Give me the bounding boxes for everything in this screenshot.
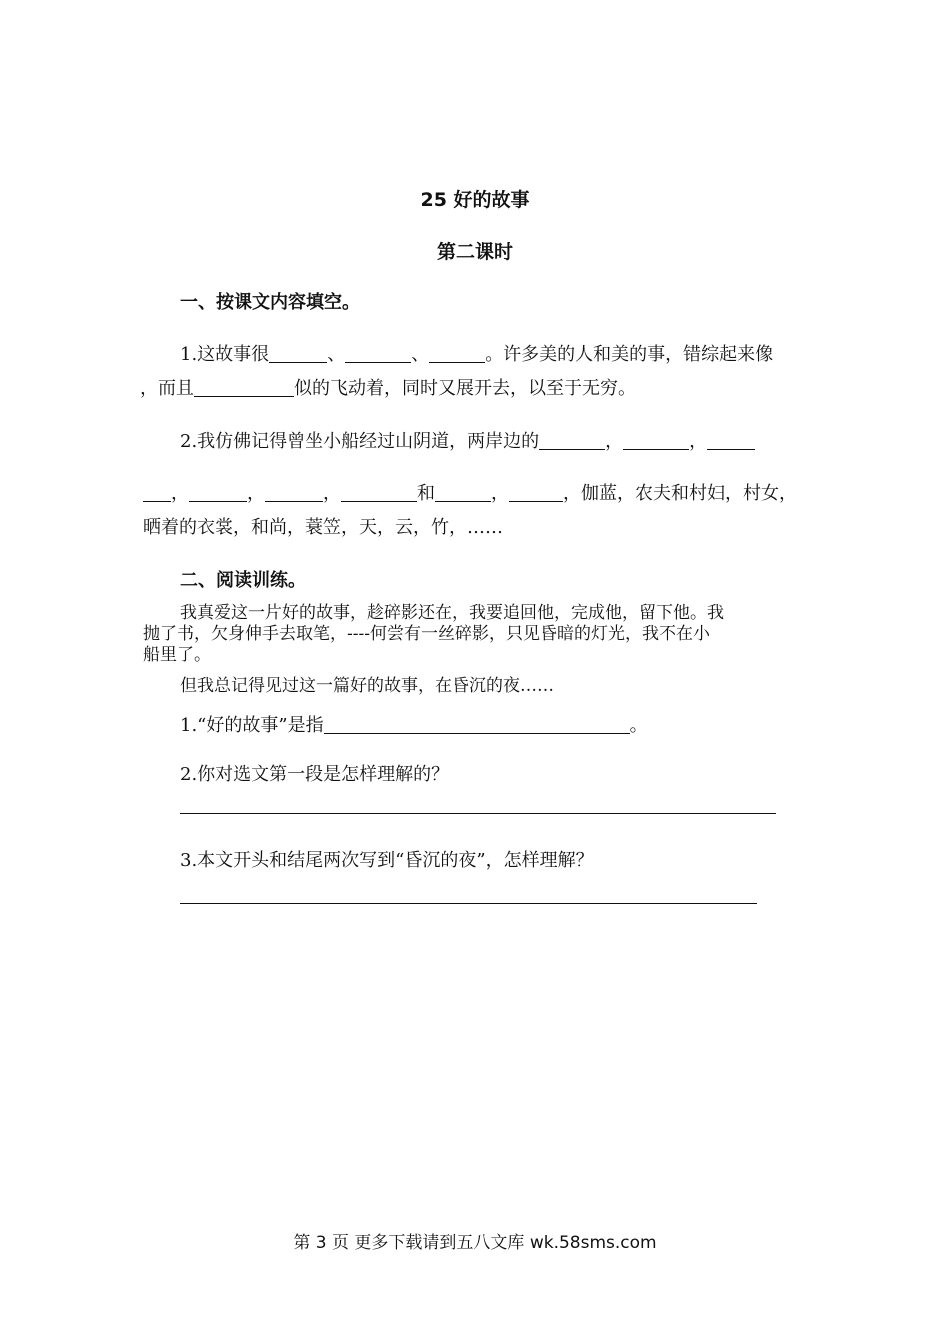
q1-line1 <box>180 340 773 366</box>
comma: ， <box>605 431 624 452</box>
reading-q2: 2.你对选文第一段是怎样理解的？ <box>180 764 450 785</box>
sep: 、 <box>327 344 346 365</box>
blank[interactable] <box>707 431 755 450</box>
q2-line3: 晒着的衣裳，和尚，蓑笠，天，云，竹，…… <box>143 517 503 538</box>
blank[interactable] <box>341 483 417 502</box>
blank[interactable] <box>265 483 323 502</box>
q2-text-end: ，伽蓝，农夫和村妇，村女， <box>563 483 797 504</box>
blank[interactable] <box>194 378 294 397</box>
blank[interactable] <box>324 715 630 734</box>
q2-text-a: 2.我仿佛记得曾坐小船经过山阴道，两岸边的 <box>180 431 540 452</box>
comma: ， <box>323 483 341 504</box>
blank[interactable] <box>143 483 171 502</box>
q1-text-d: 似的飞动着，同时又展开去，以至于无穷。 <box>294 378 636 399</box>
blank[interactable] <box>429 344 485 363</box>
page-footer: 第 3 页 更多下载请到五八文库 wk.58sms.com <box>293 1233 657 1253</box>
reading-q1-text: 1.“好的故事”是指 <box>180 715 324 736</box>
answer-line[interactable] <box>180 903 757 904</box>
passage-line: 抛了书，欠身伸手去取笔，----何尝有一丝碎影，只见昏暗的灯光，我不在小 <box>143 624 710 644</box>
q1-text-b: 。许多美的人和美的事，错综起来像 <box>485 344 774 365</box>
blank[interactable] <box>509 483 563 502</box>
q1-text-a: 1.这故事很 <box>180 344 270 365</box>
q2-line1 <box>180 427 755 453</box>
reading-q1-end: 。 <box>629 715 648 736</box>
blank[interactable] <box>435 483 491 502</box>
passage-line: 船里了。 <box>143 645 211 665</box>
q1-text-c: ，而且 <box>140 378 194 399</box>
comma: ， <box>247 483 265 504</box>
comma: ， <box>491 483 509 504</box>
page-title: 25 好的故事 <box>420 189 530 211</box>
comma: ， <box>689 431 708 452</box>
passage-line: 但我总记得见过这一篇好的故事，在昏沉的夜…… <box>180 676 554 696</box>
answer-line[interactable] <box>180 813 776 814</box>
blank[interactable] <box>623 431 689 450</box>
reading-q3: 3.本文开头和结尾两次写到“昏沉的夜”，怎样理解？ <box>180 850 594 871</box>
he: 和 <box>417 483 435 504</box>
passage-line: 我真爱这一片好的故事，趁碎影还在，我要追回他，完成他，留下他。我 <box>180 603 724 623</box>
page-subtitle: 第二课时 <box>436 241 513 263</box>
blank[interactable] <box>189 483 247 502</box>
section2-heading: 二、阅读训练。 <box>180 570 306 591</box>
blank[interactable] <box>539 431 605 450</box>
comma: ， <box>171 483 189 504</box>
reading-q1 <box>180 711 648 737</box>
sep: 、 <box>411 344 430 365</box>
q1-line2 <box>140 374 636 400</box>
q2-line2 <box>143 479 797 505</box>
blank[interactable] <box>345 344 411 363</box>
blank[interactable] <box>269 344 327 363</box>
section1-heading: 一、按课文内容填空。 <box>180 292 360 313</box>
